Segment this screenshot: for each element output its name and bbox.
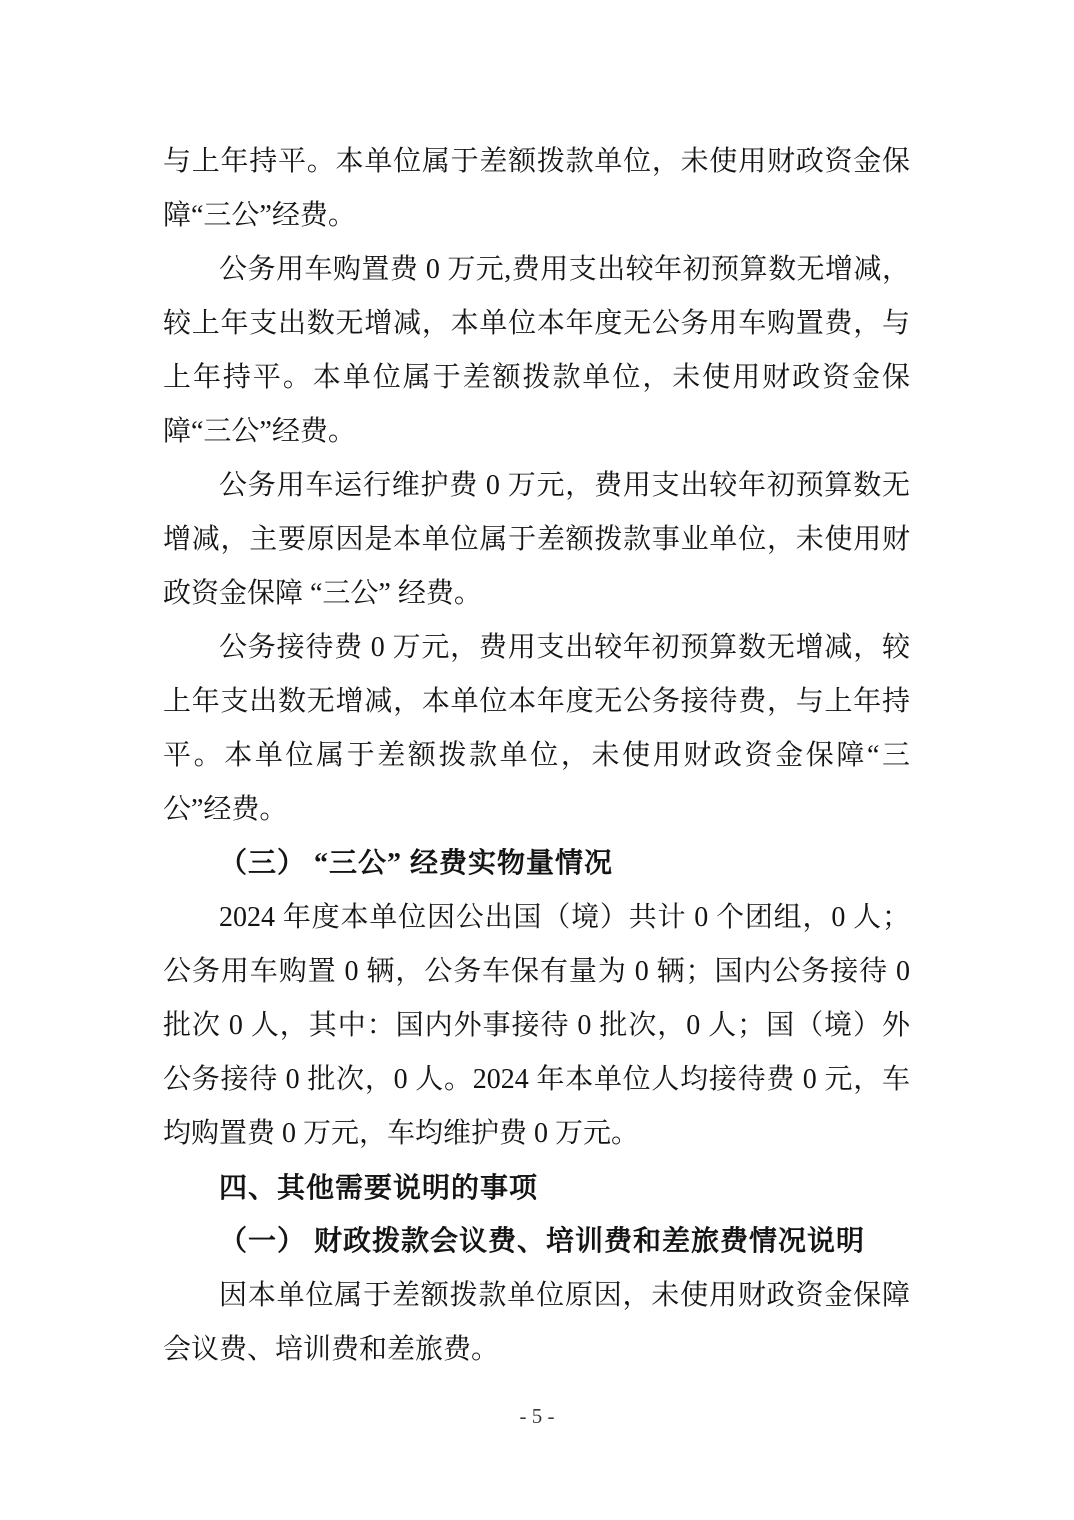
body-paragraph-vehicle-maintenance: 公务用车运行维护费 0 万元，费用支出较年初预算数无增减，主要原因是本单位属于差额拨款事业单位，未使用财政资金保障 “三公” 经费。 bbox=[163, 470, 910, 609]
body-paragraph-vehicle-purchase: 公务用车购置费 0 万元,费用支出较年初预算数无增减，较上年支出数无增减，本单位本年度无公务用车购置费，与上年持平。本单位属于差额拨款单位，未使用财政资金保障“三公”经费。 bbox=[163, 254, 910, 447]
body-paragraph-official-reception: 公务接待费 0 万元，费用支出较年初预算数无增减，较上年支出数无增减，本单位本年度无公务接待费，与上年持平。本单位属于差额拨款单位，未使用财政资金保障“三公”经费。 bbox=[163, 632, 910, 825]
chapter-heading-other-matters: 四、其他需要说明的事项 bbox=[219, 1172, 539, 1203]
body-paragraph-fee-explanation: 因本单位属于差额拨款单位原因，未使用财政资金保障会议费、培训费和差旅费。 bbox=[163, 1280, 910, 1365]
section-heading-meeting-training-travel-fees: （一） 财政拨款会议费、培训费和差旅费情况说明 bbox=[219, 1226, 866, 1257]
body-paragraph-continuation: 与上年持平。本单位属于差额拨款单位，未使用财政资金保障“三公”经费。 bbox=[163, 146, 910, 231]
section-heading-three-public-physical-quantity: （三） “三公” 经费实物量情况 bbox=[219, 848, 614, 879]
page-number: - 5 - bbox=[519, 1404, 555, 1428]
document-body bbox=[163, 135, 910, 1377]
body-paragraph-2024-statistics: 2024 年度本单位因公出国（境）共计 0 个团组，0 人；公务用车购置 0 辆，公务车保有量为 0 辆；国内公务接待 0 批次 0 人，其中：国内外事接待 0 批次，0 人；国（境）外公务接待 0 批次，0 人。2024 年本单位人均接待费 0 元，车均购置费 0 万元，车均维护费 0 万元。 bbox=[163, 902, 910, 1149]
